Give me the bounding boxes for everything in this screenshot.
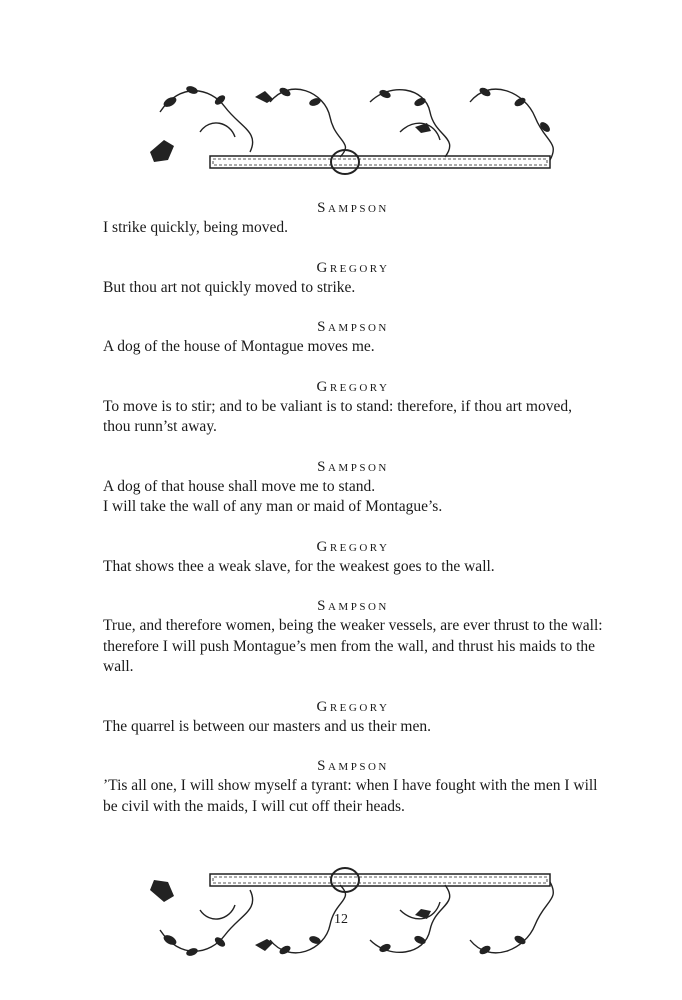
dialogue-entry [103, 697, 603, 738]
speaker-name: Gregory [316, 698, 390, 715]
speaker-name: Gregory [316, 538, 390, 555]
dialogue-line: But thou art not quickly moved to strike. [103, 278, 356, 296]
dialogue-entry [103, 317, 603, 358]
dialogue-line: To move is to stir; and to be valiant is to stand: therefore, if thou art moved, thou runn’st away. [103, 397, 572, 435]
speaker-name: Sampson [317, 319, 389, 335]
speaker-name: Sampson [317, 758, 389, 774]
dialogue-entry [103, 258, 603, 299]
speaker-name: Gregory [316, 378, 390, 395]
dialogue-entry [103, 457, 603, 518]
speaker-name: Sampson [317, 200, 389, 216]
dialogue-line: A dog of the house of Montague moves me. [103, 338, 375, 355]
speaker-name: Sampson [317, 458, 389, 475]
dialogue-line: I strike quickly, being moved. [103, 219, 288, 236]
dialogue-line: True, and therefore women, being the weaker vessels, are ever thrust to the wall: therefore I will push Montague’s men from the wall, and thrust his maids to the wall. [103, 617, 603, 675]
dialogue-line: The quarrel is between our masters and us their men. [103, 717, 431, 735]
top-ornament [140, 72, 570, 187]
speaker-name: Sampson [317, 598, 389, 614]
dialogue-line: I will take the wall of any man or maid of Montague’s. [103, 498, 443, 515]
dialogue-entry [103, 377, 603, 438]
dialogue-entry [103, 756, 603, 817]
dialogue-entry [103, 198, 603, 239]
dialogue-line: That shows thee a weak slave, for the weakest goes to the wall. [103, 557, 495, 575]
page-number: 12 [334, 912, 348, 927]
floral-vine-border-icon [140, 72, 570, 187]
dialogue-line: A dog of that house shall move me to stand. [103, 477, 376, 495]
play-dialogue [103, 198, 603, 817]
dialogue-line: ’Tis all one, I will show myself a tyrant: when I have fought with the men I will be civil with the maids, I will cut off their heads. [103, 777, 598, 815]
speaker-name: Gregory [316, 259, 390, 276]
dialogue-entry [103, 537, 603, 578]
dialogue-entry [103, 596, 603, 678]
